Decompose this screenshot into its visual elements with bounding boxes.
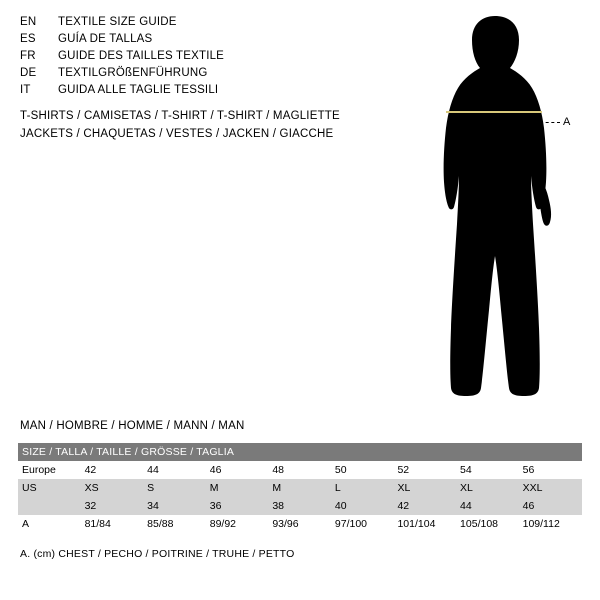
- cell: 85/88: [143, 515, 206, 533]
- cell: L: [331, 479, 394, 497]
- cell: 46: [206, 461, 269, 479]
- category-tshirts: T-SHIRTS / CAMISETAS / T-SHIRT / T-SHIRT / MAGLIETTE: [20, 110, 340, 122]
- language-text: TEXTILGRÖßENFÜHRUNG: [58, 67, 208, 79]
- cell: 101/104: [393, 515, 456, 533]
- cell: 44: [456, 497, 519, 515]
- language-row: [20, 67, 360, 84]
- footnote: A. (cm) CHEST / PECHO / POITRINE / TRUHE / PETTO: [20, 548, 295, 560]
- cell: S: [143, 479, 206, 497]
- table-row: [18, 479, 582, 497]
- row-label: A: [18, 515, 81, 533]
- cell: 50: [331, 461, 394, 479]
- row-label: [18, 497, 81, 515]
- language-row: [20, 50, 360, 67]
- cell: 42: [393, 497, 456, 515]
- cell: M: [206, 479, 269, 497]
- language-code: DE: [20, 67, 37, 79]
- figure-area: [400, 10, 600, 400]
- table-header-row: [18, 443, 582, 461]
- table-row: [18, 515, 582, 533]
- language-text: TEXTILE SIZE GUIDE: [58, 16, 177, 28]
- language-list: [20, 16, 360, 101]
- category-jackets: JACKETS / CHAQUETAS / VESTES / JACKEN / GIACCHE: [20, 128, 334, 140]
- language-row: [20, 33, 360, 50]
- cell: 32: [81, 497, 144, 515]
- language-text: GUIDE DES TAILLES TEXTILE: [58, 50, 225, 62]
- table-row: [18, 497, 582, 515]
- cell: 34: [143, 497, 206, 515]
- marker-label-a: A: [563, 116, 571, 128]
- cell: 54: [456, 461, 519, 479]
- cell: 56: [519, 461, 582, 479]
- cell: XS: [81, 479, 144, 497]
- language-row: [20, 16, 360, 33]
- cell: 81/84: [81, 515, 144, 533]
- language-code: IT: [20, 84, 31, 96]
- cell: 38: [268, 497, 331, 515]
- language-text: GUÍA DE TALLAS: [58, 33, 153, 45]
- cell: XL: [456, 479, 519, 497]
- language-code: EN: [20, 16, 37, 28]
- table-title: MAN / HOMBRE / HOMME / MANN / MAN: [20, 420, 245, 432]
- language-row: [20, 84, 360, 101]
- cell: 93/96: [268, 515, 331, 533]
- cell: 36: [206, 497, 269, 515]
- cell: 97/100: [331, 515, 394, 533]
- cell: 89/92: [206, 515, 269, 533]
- table-row: [18, 461, 582, 479]
- cell: 40: [331, 497, 394, 515]
- male-torso-silhouette-icon: [400, 10, 600, 400]
- cell: M: [268, 479, 331, 497]
- marker-leader-line: [540, 122, 560, 123]
- cell: 46: [519, 497, 582, 515]
- garment-category-list: [20, 110, 380, 146]
- language-text: GUIDA ALLE TAGLIE TESSILI: [58, 84, 219, 96]
- cell: 42: [81, 461, 144, 479]
- table-header-label: SIZE / TALLA / TAILLE / GRÖSSE / TAGLIA: [18, 443, 582, 461]
- cell: 109/112: [519, 515, 582, 533]
- cell: 48: [268, 461, 331, 479]
- language-code: FR: [20, 50, 36, 62]
- cell: 44: [143, 461, 206, 479]
- language-code: ES: [20, 33, 36, 45]
- cell: 52: [393, 461, 456, 479]
- cell: 105/108: [456, 515, 519, 533]
- size-table: [18, 443, 582, 533]
- cell: XL: [393, 479, 456, 497]
- cell: XXL: [519, 479, 582, 497]
- row-label: Europe: [18, 461, 81, 479]
- row-label: US: [18, 479, 81, 497]
